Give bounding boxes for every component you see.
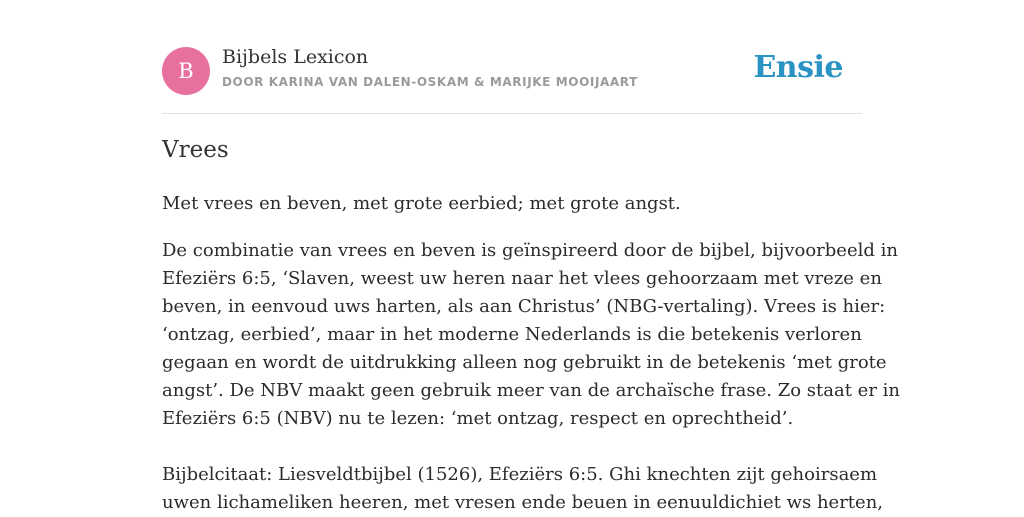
source-header — [162, 0, 862, 114]
body-line: De combinatie van vrees en beven is geïnspireerd door de bijbel, bijvoorbeeld in — [162, 240, 898, 261]
entry-title: Vrees — [162, 137, 229, 163]
body-line: beven, in eenvoud uws harten, als aan Christus’ (NBG-vertaling). Vrees is hier: — [162, 296, 886, 317]
source-authors: DOOR KARINA VAN DALEN-OSKAM & MARIJKE MOOIJAART — [222, 75, 638, 89]
body-line: Efeziërs 6:5, ‘Slaven, weest uw heren naar het vlees gehoorzaam met vreze en — [162, 268, 882, 289]
body-line: Efeziërs 6:5 (NBV) nu te lezen: ‘met ontzag, respect en oprechtheid’. — [162, 408, 794, 429]
body-line: gegaan en wordt de uitdrukking alleen nog gebruikt in de betekenis ‘met grote — [162, 352, 887, 373]
body-line: Bijbelcitaat: Liesveldtbijbel (1526), Efeziërs 6:5. Ghi knechten zijt gehoirsaem — [162, 464, 878, 485]
ensie-logo[interactable]: Ensie — [753, 50, 843, 85]
body-line: uwen lichameliken heeren, met vresen ende beuen in eenuuldichiet ws herten, — [162, 492, 884, 513]
entry-page — [162, 0, 901, 513]
body-line — [162, 433, 862, 461]
entry-definition: Met vrees en beven, met grote eerbied; met grote angst. — [162, 193, 681, 214]
source-avatar[interactable]: B — [162, 47, 210, 95]
entry-body — [162, 237, 901, 517]
source-title[interactable]: Bijbels Lexicon — [222, 46, 369, 68]
body-line: ‘ontzag, eerbied’, maar in het moderne Nederlands is die betekenis verloren — [162, 324, 862, 345]
body-line: angst’. De NBV maakt geen gebruik meer van de archaïsche frase. Zo staat er in — [162, 380, 901, 401]
